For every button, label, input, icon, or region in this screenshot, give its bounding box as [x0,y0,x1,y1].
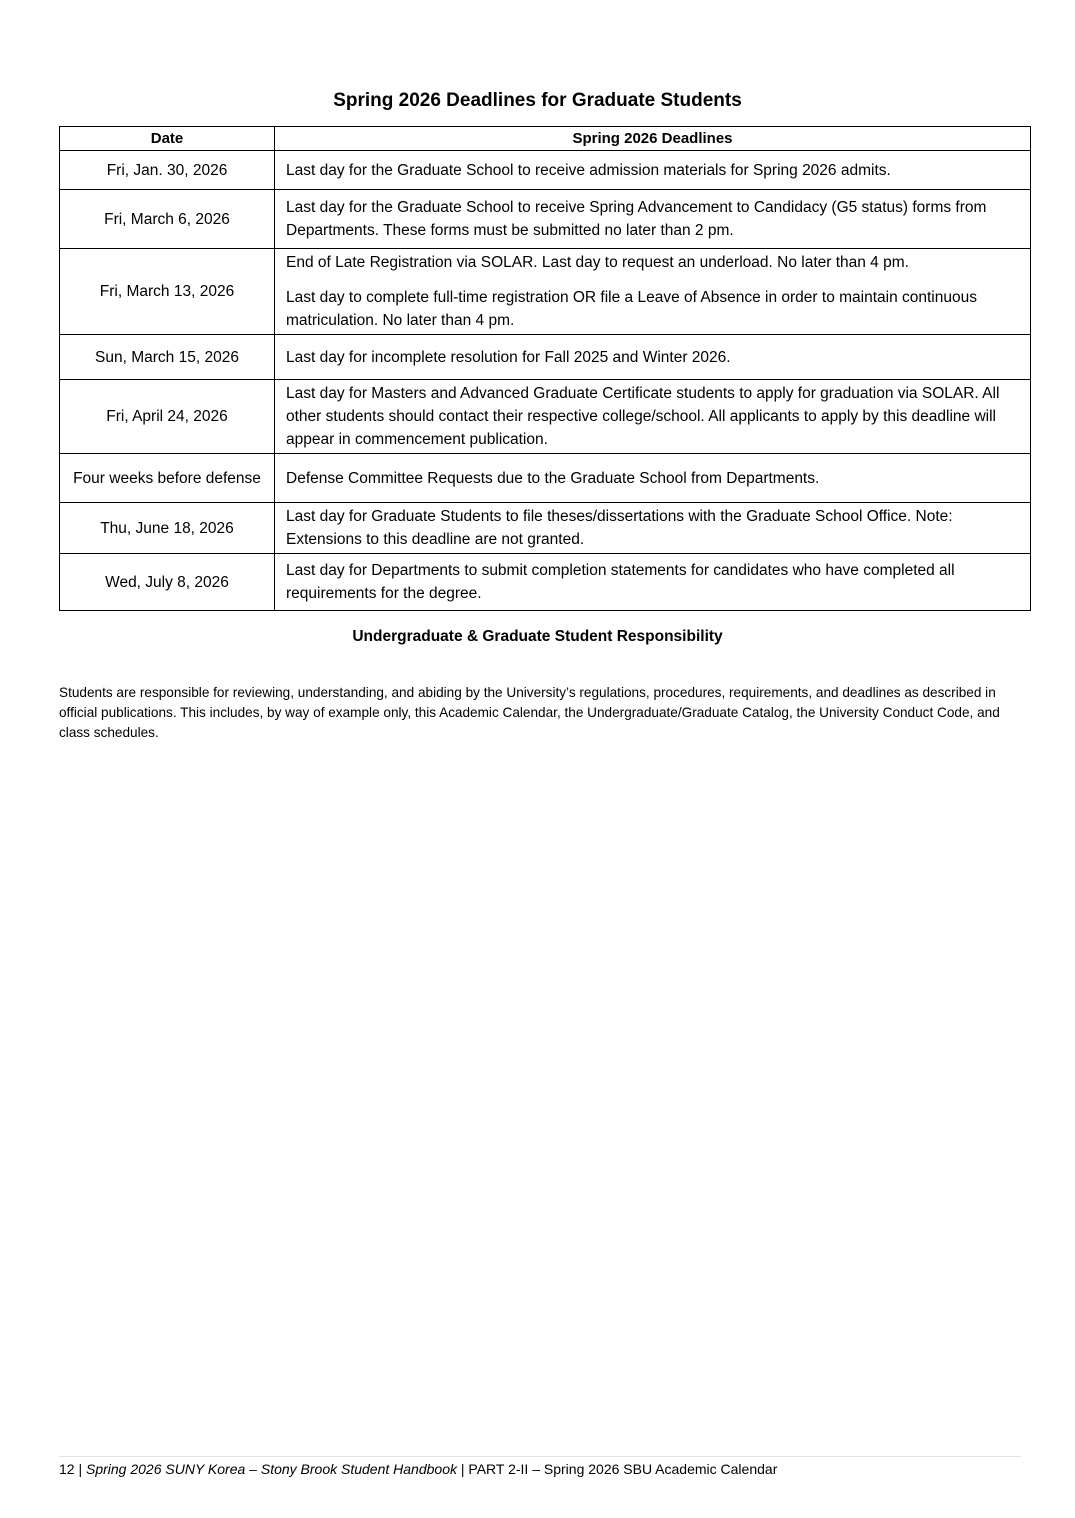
deadline-cell [275,335,1031,380]
deadlines-table [59,126,1031,611]
deadline-text: Last day to complete full-time registration OR file a Leave of Absence in order to maintain continuous matriculation. No later than 4 pm. [286,289,977,329]
date-cell: Fri, April 24, 2026 [60,380,275,454]
footer-separator: | [74,1461,86,1477]
responsibility-heading: Undergraduate & Graduate Student Responsibility [352,628,723,645]
table-header-row [60,127,1031,151]
date-cell: Fri, March 13, 2026 [60,249,275,335]
date-cell: Wed, July 8, 2026 [60,554,275,611]
table-row [60,554,1031,611]
deadline-cell [275,190,1031,249]
footer-divider [59,1456,1021,1457]
table-row [60,380,1031,454]
table-row [60,190,1031,249]
date-cell: Fri, March 6, 2026 [60,190,275,249]
table-row [60,454,1031,503]
deadline-cell [275,454,1031,503]
footer-separator: | [456,1461,469,1477]
page-footer [59,1461,777,1477]
date-cell: Fri, Jan. 30, 2026 [60,151,275,190]
table-row [60,335,1031,380]
column-header-deadlines: Spring 2026 Deadlines [275,127,1031,151]
page-number: 12 [59,1461,75,1477]
page-title: Spring 2026 Deadlines for Graduate Students [333,90,742,111]
deadline-text: Last day for the Graduate School to receive Spring Advancement to Candidacy (G5 status) forms from Departments. These forms must be submitted no later than 2 pm. [286,199,987,239]
date-cell: Thu, June 18, 2026 [60,503,275,554]
table-row [60,151,1031,190]
deadline-text: Last day for incomplete resolution for Fall 2025 and Winter 2026. [286,348,731,366]
deadline-text: Defense Committee Requests due to the Graduate School from Departments. [286,469,820,487]
deadline-text: Last day for the Graduate School to receive admission materials for Spring 2026 admits. [286,161,891,179]
table-row [60,249,1031,335]
deadline-cell [275,380,1031,454]
table-row [60,503,1031,554]
section-title: PART 2-II – Spring 2026 SBU Academic Calendar [468,1461,778,1477]
deadline-cell [275,151,1031,190]
deadline-text: End of Late Registration via SOLAR. Last day to request an underload. No later than 4 pm. [286,254,909,271]
deadline-text: Last day for Graduate Students to file theses/dissertations with the Graduate School Office. Note: Extensions to this deadline are not granted. [286,508,953,548]
responsibility-paragraph: Students are responsible for reviewing, understanding, and abiding by the University’s regulations, procedures, requirements, and deadlines as described in official publications. This includes, by way of example only, this Academic Calendar, the Undergraduate/Graduate Catalog, the University Conduct Code, and class schedules. [59,685,1000,740]
column-header-date: Date [60,127,275,151]
handbook-title: Spring 2026 SUNY Korea – Stony Brook Student Handbook [86,1461,457,1477]
deadline-text: Last day for Masters and Advanced Graduate Certificate students to apply for graduation via SOLAR. All other students should contact their respective college/school. All applicants to apply by this deadline will appear in commencement publication. [286,385,1000,448]
deadline-cell [275,554,1031,611]
deadline-text: Last day for Departments to submit completion statements for candidates who have completed all requirements for the degree. [286,562,955,602]
deadline-cell [275,249,1031,335]
date-cell: Four weeks before defense [60,454,275,503]
date-cell: Sun, March 15, 2026 [60,335,275,380]
deadline-cell [275,503,1031,554]
